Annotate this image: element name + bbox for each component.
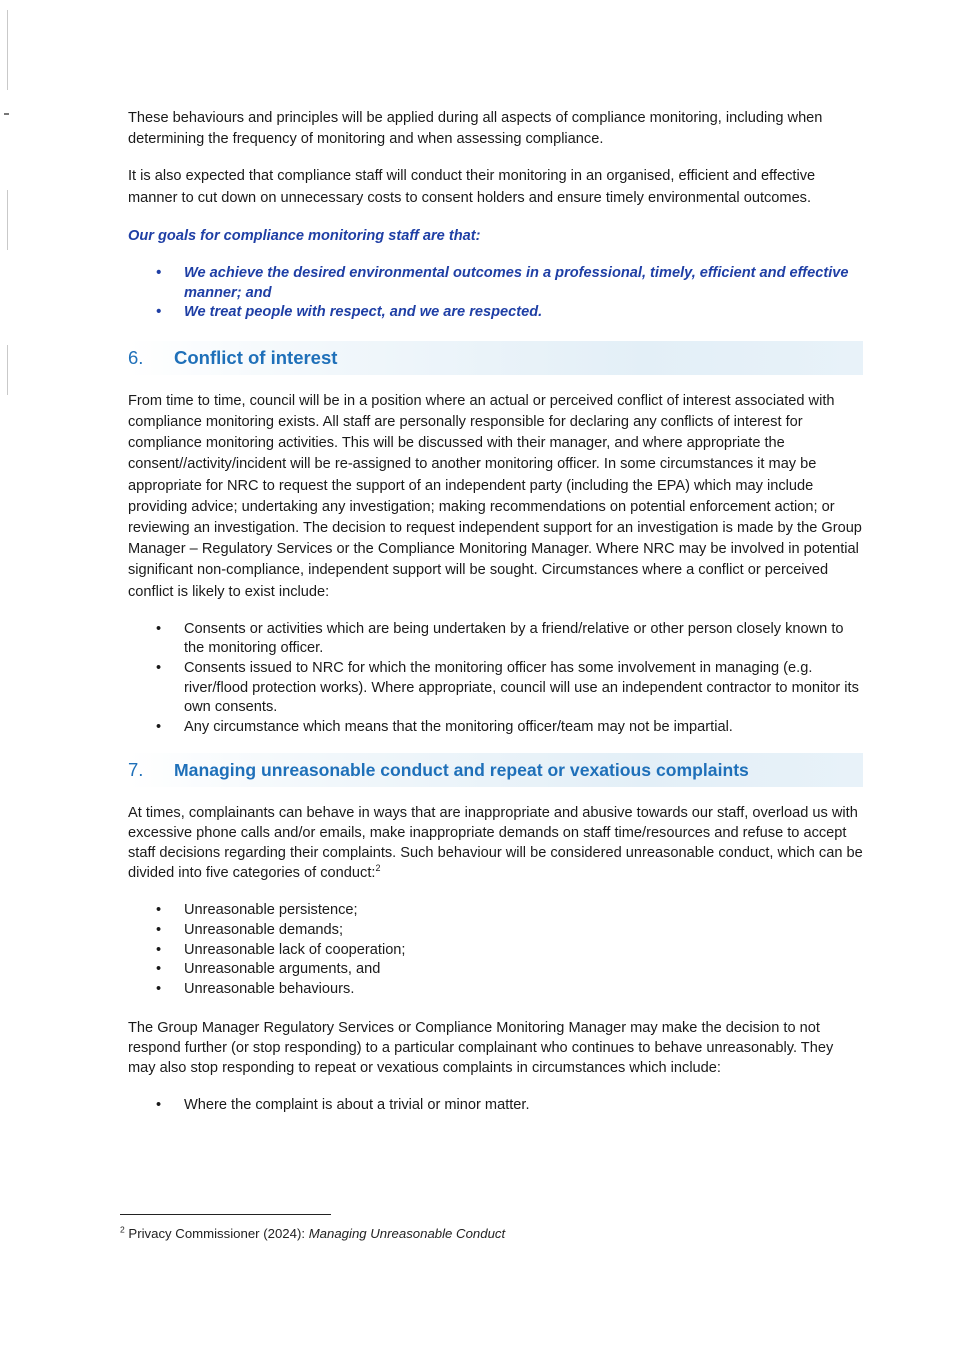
conflict-item: • Any circumstance which means that the monitoring officer/team may not be impartial.: [128, 718, 863, 738]
conflict-item: • Consents issued to NRC for which the monitoring officer has some involvement in managing (e.g. river/flood protection works). Where appropriate, council will use an independent contractor to monitor its own consents.: [156, 660, 859, 716]
scan-edge-mark: [7, 190, 8, 250]
footnote: [120, 1225, 505, 1242]
bullet-icon: •: [156, 718, 162, 735]
footnote-reference: 2: [375, 863, 381, 874]
goals-list: [128, 264, 863, 323]
footnote-marker: 2: [120, 1224, 125, 1235]
goal-item: • We treat people with respect, and we are respected.: [128, 303, 863, 323]
conflict-list: [128, 620, 863, 738]
conduct-categories-list: [128, 901, 863, 999]
conduct-category-item: • Unreasonable arguments, and: [128, 960, 863, 980]
conduct-category-item: • Unreasonable behaviours.: [128, 980, 863, 1000]
bullet-icon: •: [156, 1097, 162, 1114]
bullet-icon: •: [156, 265, 162, 282]
section-title: Managing unreasonable conduct and repeat or vexatious complaints: [174, 759, 749, 780]
conduct-paragraph: At times, complainants can behave in ways that are inappropriate and abusive towards our staff, overload us with excessive phone calls and/or emails, make inappropriate demands on staff time/resources and refuse to accept staff decisions regarding their complaints. Such behaviour will be considered unreasonable conduct, which can be divided into five categories of conduct:$^2$: [128, 805, 863, 882]
intro-paragraph-2: It is also expected that compliance staff will conduct their monitoring in an organised, efficient and effective manner to cut down on unnecessary costs to consent holders and ensure timely environmental outcomes.: [128, 168, 816, 206]
section-7-heading: [128, 753, 863, 787]
bullet-icon: •: [156, 902, 162, 919]
bullet-icon: •: [156, 980, 162, 997]
bullet-icon: •: [156, 620, 162, 637]
conflict-paragraph: From time to time, council will be in a position where an actual or perceived conflict of interest associated with compliance monitoring exists. All staff are personally responsible for declaring any conflicts of interest for compliance monitoring activities. This will be discussed with their manager, and where appropriate the consent//activity/incident will be re-assigned to another monitoring officer. In some circumstances it may be appropriate for NRC to request the support of an independent party (including the EPA) which may include providing advice; undertaking any investigation; making recommendations on potential enforcement action; or reviewing an investigation. The decision to request independent support for an investigation is made by the Group Manager – Regulatory Services or the Compliance Monitoring Manager. Where NRC may be involved in potential significant non-compliance, independent support will be sought. Circumstances where a conflict or perceived conflict is likely to exist include:: [128, 392, 862, 600]
intro-paragraph-1: These behaviours and principles will be applied during all aspects of compliance monitoring, including when determining the frequency of monitoring and when assessing compliance.: [128, 110, 823, 148]
section-title: Conflict of interest: [174, 346, 338, 368]
conduct-category-item: • Unreasonable persistence;: [128, 901, 863, 921]
footnote-title: Managing Unreasonable Conduct: [308, 1226, 506, 1241]
footnote-divider: [120, 1214, 331, 1215]
bullet-icon: •: [156, 921, 162, 938]
scan-edge-mark: [7, 10, 8, 90]
document-body: [128, 108, 863, 1116]
section-number: 6.: [128, 346, 144, 368]
section-number: 7.: [128, 759, 144, 781]
bullet-icon: •: [156, 660, 162, 677]
vexatious-circumstances-list: [128, 1096, 863, 1116]
bullet-icon: •: [156, 941, 162, 958]
conduct-category-item: • Unreasonable demands;: [128, 921, 863, 941]
goal-item: • We achieve the desired environmental outcomes in a professional, timely, efficient and effective manner; and: [156, 265, 849, 301]
bullet-icon: •: [156, 304, 162, 321]
scan-edge-mark: [7, 345, 8, 395]
conduct-category-item: • Unreasonable lack of cooperation;: [128, 941, 863, 961]
decision-paragraph: The Group Manager Regulatory Services or Compliance Monitoring Manager may make the decision to not respond further (or stop responding) to a particular complainant who continues to behave unreasonably. They may also stop responding to repeat or vexatious complaints in circumstances which include:: [128, 1020, 834, 1077]
section-6-heading: [128, 341, 863, 375]
footnote-text: Privacy Commissioner (2024):: [128, 1226, 309, 1241]
bullet-icon: •: [156, 961, 162, 978]
scan-dot-mark: [4, 113, 9, 115]
circumstance-item: • Where the complaint is about a trivial or minor matter.: [128, 1096, 863, 1116]
conflict-item: • Consents or activities which are being undertaken by a friend/relative or other person closely known to the monitoring officer.: [156, 620, 844, 657]
goals-heading: Our goals for compliance monitoring staff are that:: [128, 227, 481, 244]
